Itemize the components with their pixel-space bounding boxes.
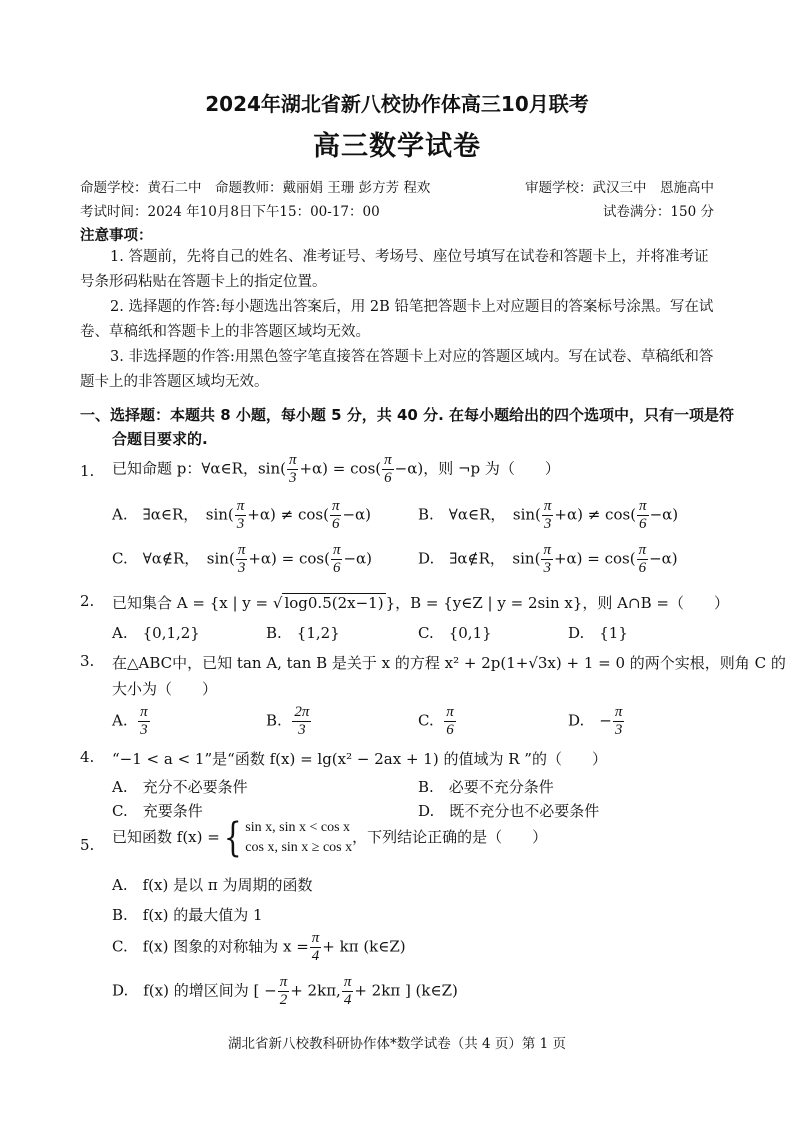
option-text: + kπ (k∈Z) — [322, 937, 406, 956]
fraction-pi-over-6 — [637, 542, 649, 577]
question-number-1: 1. — [80, 462, 95, 480]
fraction-numerator: π — [288, 452, 297, 468]
exam-title: 2024年湖北省新八校协作体高三10月联考 — [205, 92, 589, 116]
option-text: −α) — [342, 505, 372, 524]
q1-option-c — [112, 542, 372, 577]
q2-stem-part: 已知集合 A = {x | y = — [112, 594, 269, 612]
option-text: +α) = cos( — [248, 549, 330, 568]
option-text: + 2kπ, — [290, 981, 341, 1000]
meta-reviewers: 审题学校：武汉三中 恩施高中 — [525, 180, 714, 196]
fraction-denominator: 3 — [298, 722, 306, 738]
q4-option-d: D. 既不充分也不必要条件 — [418, 802, 600, 820]
fraction-denominator: 3 — [288, 470, 297, 486]
fraction-pi-over-3 — [542, 498, 554, 533]
q3-option-b — [266, 704, 312, 739]
option-text: +α) = cos( — [553, 549, 636, 568]
fraction-numerator: π — [543, 542, 551, 558]
fraction-pi-over-3 — [613, 704, 625, 739]
q1-option-b — [418, 498, 678, 533]
option-text: +α) ≠ cos( — [247, 505, 329, 524]
fraction-numerator: π — [236, 498, 245, 514]
fraction-numerator: π — [446, 704, 454, 720]
meta-full-score: 试卷满分：150 分 — [602, 204, 714, 220]
section-heading-line2: 合题目要求的. — [112, 430, 208, 448]
question-2-stem — [112, 592, 729, 613]
q1-option-d — [418, 542, 678, 577]
notice-heading: 注意事项： — [80, 227, 153, 244]
piecewise-case-2: cos x, sin x ≥ cos x — [245, 840, 353, 855]
fraction-numerator: π — [311, 930, 320, 946]
question-number-5: 5. — [80, 836, 95, 854]
option-text: −α) — [649, 505, 679, 524]
fraction-denominator: 6 — [639, 516, 647, 532]
q3-option-a — [112, 704, 151, 739]
q1-option-a — [112, 498, 371, 533]
fraction-pi-over-6 — [637, 498, 649, 533]
notice-item-2: 2. 选择题的作答:每小题选出答案后，用 2B 铅笔把答题卡上对应题目的答案标号涂黑。写在试卷、草稿纸和答题卡上的非答题区域均无效。 — [80, 299, 714, 340]
fraction-pi-over-3 — [235, 498, 247, 533]
fraction-pi-over-3 — [541, 542, 553, 577]
q5-stem-part: ，下列结论正确的是（ ） — [352, 828, 548, 846]
fraction-numerator: π — [279, 974, 288, 990]
question-1-stem — [112, 452, 560, 487]
q4-option-a: A. 充分不必要条件 — [112, 778, 248, 796]
option-label: B. — [266, 711, 282, 730]
question-number-3: 3. — [80, 652, 95, 670]
fraction-numerator: π — [638, 542, 647, 558]
fraction-pi-over-4 — [310, 930, 322, 965]
paper-title: 高三数学试卷 — [313, 131, 481, 162]
q1-stem-part: +α) = cos( — [299, 459, 382, 478]
option-text: + 2kπ ] (k∈Z) — [354, 981, 458, 1000]
option-label: D. − — [568, 711, 612, 730]
fraction-denominator: 6 — [638, 560, 647, 576]
fraction-numerator: π — [140, 704, 148, 720]
piecewise-case-1: sin x, sin x < cos x — [245, 820, 351, 835]
q3-option-d — [568, 704, 625, 739]
q2-option-d: D. {1} — [568, 624, 628, 642]
option-text: C. ∀α∉R， sin( — [112, 549, 235, 568]
fraction-pi-over-6 — [382, 452, 394, 487]
fraction-pi-over-6 — [331, 542, 343, 577]
section-heading-line1: 一、选择题：本题共 8 小题，每小题 5 分，共 40 分. 在每小题给出的四个选项中，只有一项是符 — [80, 406, 735, 424]
fraction-denominator: 3 — [614, 722, 623, 738]
q5-option-d — [112, 974, 458, 1009]
fraction-pi-over-4 — [342, 974, 354, 1009]
q4-option-c: C. 充要条件 — [112, 802, 203, 820]
q1-stem-part: −α)，则 ¬p 为（ ） — [394, 459, 560, 478]
meta-exam-time: 考试时间：2024 年10月8日下午15：00-17：00 — [80, 204, 380, 220]
fraction-denominator: 6 — [331, 516, 340, 532]
fraction-pi-over-3 — [138, 704, 150, 739]
fraction-denominator: 6 — [384, 470, 392, 486]
fraction-numerator: π — [331, 498, 340, 514]
notice-item-1: 1. 答题前，先将自己的姓名、准考证号、考场号、座位号填写在试卷和答题卡上，并将准考证号条形码粘贴在答题卡上的指定位置。 — [80, 249, 709, 290]
left-brace: { — [223, 815, 242, 861]
question-3-stem-line1: 在△ABC中，已知 tan A, tan B 是关于 x 的方程 x² + 2p(1+√3x) + 1 = 0 的两个实根，则角 C 的 — [112, 654, 786, 672]
fraction-numerator: π — [343, 974, 352, 990]
fraction-pi-over-3 — [287, 452, 299, 487]
fraction-pi-over-3 — [236, 542, 248, 577]
fraction-numerator: π — [332, 542, 341, 558]
option-text: −α) — [649, 549, 678, 568]
q5-option-b: B. f(x) 的最大值为 1 — [112, 906, 263, 924]
q4-option-b: B. 必要不充分条件 — [418, 778, 554, 796]
option-label: C. — [418, 711, 434, 730]
q1-stem-part: 已知命题 p：∀α∈R，sin( — [112, 459, 286, 478]
fraction-denominator: 2 — [279, 992, 288, 1008]
option-text: +α) ≠ cos( — [554, 505, 637, 524]
option-text: A. ∃α∈R， sin( — [112, 505, 234, 524]
fraction-pi-over-6 — [330, 498, 342, 533]
question-number-2: 2. — [80, 592, 95, 610]
notice-item-3: 3. 非选择题的作答:用黑色签字笔直接答在答题卡上对应的答题区域内。写在试卷、草稿纸和答题卡上的非答题区域均无效。 — [80, 349, 714, 390]
fraction-numerator: π — [237, 542, 246, 558]
q2-option-c: C. {0,1} — [418, 624, 492, 642]
fraction-denominator: 4 — [311, 948, 320, 964]
fraction-denominator: 3 — [140, 722, 148, 738]
fraction-denominator: 6 — [332, 560, 341, 576]
option-text: C. f(x) 图象的对称轴为 x = — [112, 937, 309, 956]
q5-stem-part: 已知函数 f(x) = — [112, 828, 220, 846]
fraction-denominator: 3 — [236, 516, 245, 532]
q5-option-a: A. f(x) 是以 π 为周期的函数 — [112, 876, 313, 894]
option-text: B. ∀α∈R， sin( — [418, 505, 541, 524]
fraction-pi-over-2 — [278, 974, 290, 1009]
piecewise-cases — [245, 818, 352, 858]
fraction-denominator: 4 — [343, 992, 352, 1008]
fraction-numerator: π — [384, 452, 392, 468]
fraction-denominator: 3 — [237, 560, 246, 576]
fraction-denominator: 6 — [446, 722, 454, 738]
q5-option-c — [112, 930, 406, 965]
option-text: D. ∃α∉R， sin( — [418, 549, 541, 568]
fraction-pi-over-6 — [444, 704, 456, 739]
question-number-4: 4. — [80, 748, 95, 766]
sqrt-content: log0.5(2x−1) — [284, 594, 384, 612]
q2-option-a: A. {0,1,2} — [112, 624, 200, 642]
page-footer: 湖北省新八校教科研协作体*数学试卷（共 4 页）第 1 页 — [227, 1036, 567, 1052]
question-5-stem — [112, 815, 548, 861]
meta-authors: 命题学校：黄石二中 命题教师：戴丽娟 王珊 彭方芳 程欢 — [80, 180, 431, 196]
fraction-numerator: π — [614, 704, 623, 720]
question-3-stem-line2: 大小为（ ） — [112, 680, 218, 698]
option-label: A. — [112, 711, 128, 730]
q2-option-b: B. {1,2} — [266, 624, 340, 642]
fraction-numerator: π — [543, 498, 552, 514]
sqrt-sign: √ — [272, 594, 283, 612]
fraction-2pi-over-3 — [292, 704, 311, 739]
fraction-denominator: 3 — [543, 560, 551, 576]
question-4-stem: “−1 < a < 1”是“函数 f(x) = lg(x² − 2ax + 1) 的值域为 R ”的（ ） — [112, 750, 607, 768]
option-text: −α) — [343, 549, 373, 568]
q2-stem-part: }，B = {y∈Z | y = 2sin x}，则 A∩B =（ ） — [385, 594, 729, 612]
fraction-numerator: π — [639, 498, 647, 514]
option-text: D. f(x) 的增区间为 [ − — [112, 981, 277, 1000]
fraction-numerator: 2π — [294, 704, 310, 720]
fraction-denominator: 3 — [543, 516, 552, 532]
q3-option-c — [418, 704, 457, 739]
